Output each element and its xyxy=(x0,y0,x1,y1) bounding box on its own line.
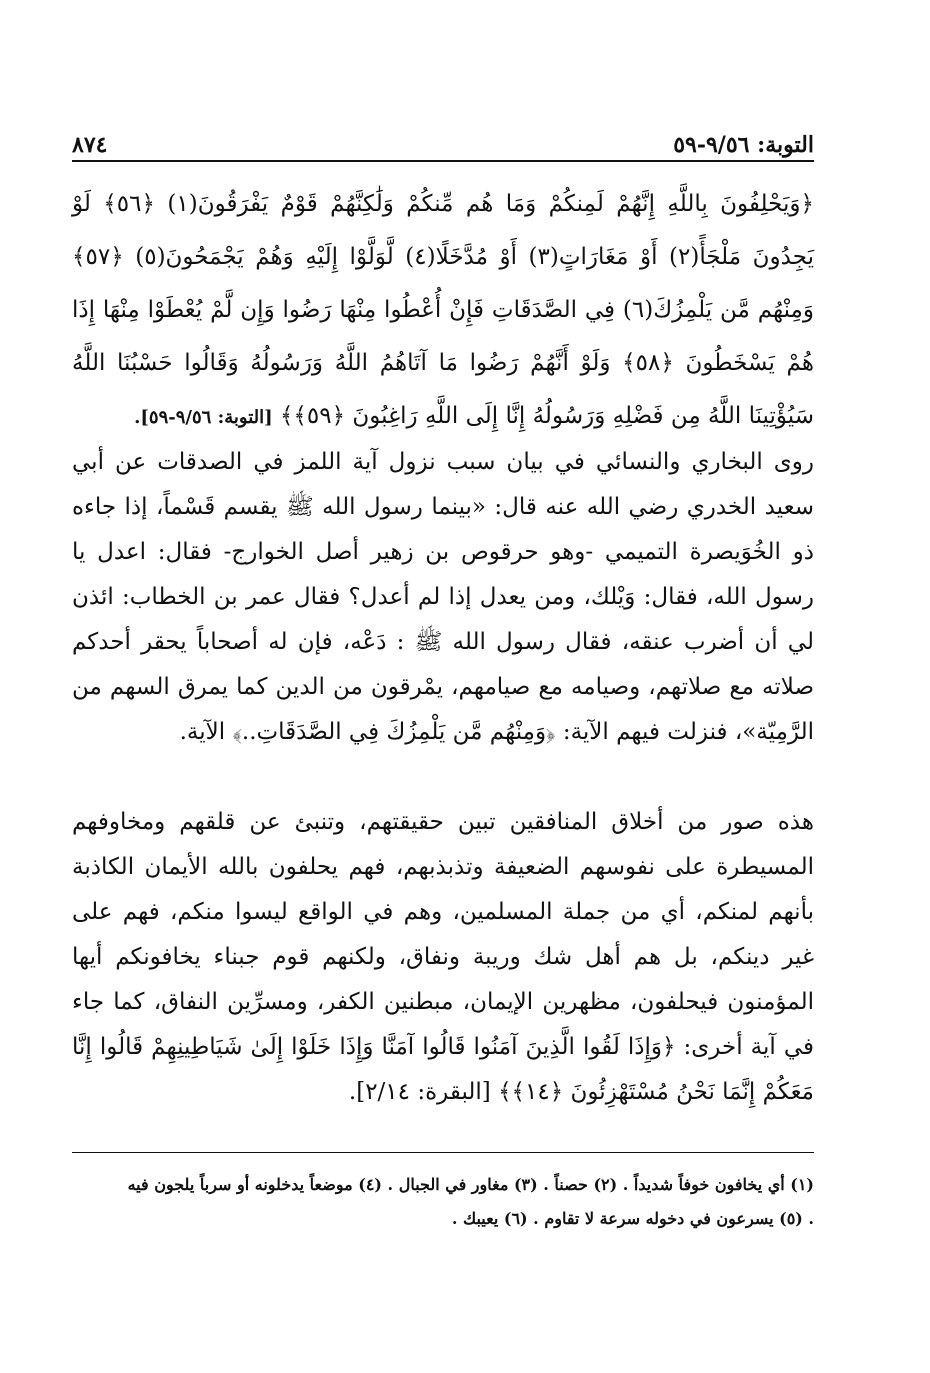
footnote-line-2: . (٥) يسرعون في دخوله سرعة لا تقاوم . (٦) يعيبك . xyxy=(451,1209,814,1228)
quran-verses-text: ﴿وَيَحْلِفُونَ بِاللَّهِ إِنَّهُمْ لَمِنكُمْ وَمَا هُم مِّنكُمْ وَلَٰكِنَّهُمْ قَوْمٌ يَفْرَقُونَ(١) ﴿٥٦﴾ لَوْ يَجِدُونَ مَلْجَأً(٢) أَوْ مَغَارَاتٍ(٣) أَوْ مُدَّخَلًا(٤) لَّوَلَّوْا إِلَيْهِ وَهُمْ يَجْمَحُونَ(٥) ﴿٥٧﴾ وَمِنْهُم مَّن يَلْمِزُكَ(٦) فِي الصَّدَقَاتِ فَإِنْ أُعْطُوا مِنْهَا رَضُوا وَإِن لَّمْ يُعْطَوْا مِنْهَا إِذَا هُمْ يَسْخَطُونَ ﴿٥٨﴾ وَلَوْ أَنَّهُمْ رَضُوا مَا آتَاهُمُ اللَّهُ وَرَسُولُهُ وَقَالُوا حَسْبُنَا اللَّهُ سَيُؤْتِينَا اللَّهُ مِن فَضْلِهِ وَرَسُولُهُ إِنَّا إِلَى اللَّهِ رَاغِبُونَ ﴿٥٩﴾﴾ xyxy=(72,191,814,429)
surah-reference: التوبة: ٩/٥٦-٥٩ xyxy=(673,132,814,158)
paragraph-hadith: روى البخاري والنسائي في بيان سبب نزول آية اللمز في الصدقات عن أبي سعيد الخدري رضي الله عنه قال: «بينما رسول الله ﷺ يقسم قَسْماً، إذا جاءه ذو الخُوَيصرة التميمي -وهو حرقوص بن زهير أصل الخوارج- فقال: اعدل يا رسول الله، فقال: وَيْلك، ومن يعدل إذا لم أعدل؟ فقال عمر بن الخطاب: ائذن لي أن أضرب عنقه، فقال رسول الله ﷺ : دَعْه، فإن له أصحاباً يحقر أحدكم صلاته مع صلاتهم، وصيامه مع صيامهم، يمْرقون من الدين كما يمرق السهم من الرَّمِيّة»، فنزلت فيهم الآية: ﴿وَمِنْهُم مَّن يَلْمِزُكَ فِي الصَّدَقَاتِ..﴾ الآية. xyxy=(72,449,814,745)
page-number: ٨٧٤ xyxy=(72,132,108,158)
footnote-divider xyxy=(72,1152,814,1153)
page-header xyxy=(72,118,814,158)
quran-verses-block xyxy=(72,178,814,444)
footnote-line-1: (١) أي يخافون خوفاً شديداً . (٢) حصناً . (٣) مغاور في الجبال . (٤) موضعاً يدخلونه أو سرباً يلجون فيه xyxy=(127,1175,814,1194)
paragraph-commentary: هذه صور من أخلاق المنافقين تبين حقيقتهم، وتنبئ عن قلقهم ومخاوفهم المسيطرة على نفوسهم الضعيفة وتذبذبهم، فهم يحلفون بالله الأيمان الكاذبة بأنهم لمنكم، أي من جملة المسلمين، وهم في الواقع ليسوا منكم، فهم على غير دينكم، بل هم أهل شك وريبة ونفاق، ولكنهم قوم جبناء يخافونكم أيها المؤمنون فيحلفون، مظهرين الإيمان، مبطنين الكفر، ومسرِّين النفاق، كما جاء في آية أخرى: ﴿وَإِذَا لَقُوا الَّذِينَ آمَنُوا قَالُوا آمَنَّا وَإِذَا خَلَوْا إِلَىٰ شَيَاطِينِهِمْ قَالُوا إِنَّا مَعَكُمْ إِنَّمَا نَحْنُ مُسْتَهْزِئُونَ ﴿١٤﴾﴾ [البقرة: ٢/١٤]. xyxy=(72,809,814,1105)
header-divider xyxy=(72,160,814,162)
footnotes xyxy=(72,1168,814,1236)
quran-citation: [التوبة: ٩/٥٦-٥٩]. xyxy=(134,407,273,428)
